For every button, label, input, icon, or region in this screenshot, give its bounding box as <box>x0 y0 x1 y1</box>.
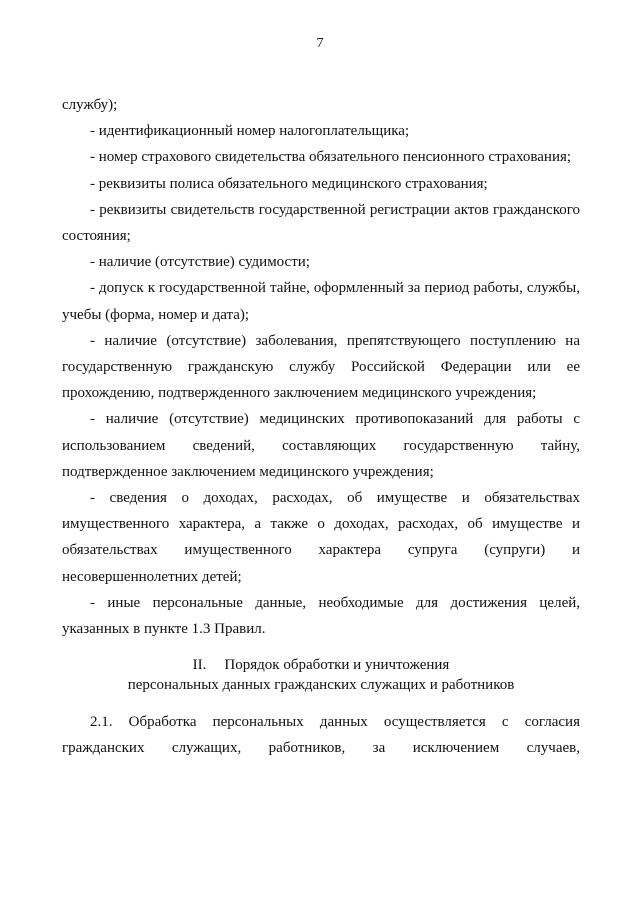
list-item-other-data: - иные персональные данные, необходимые для достижения целей, указанных в пункте 1.3 Правил. <box>62 594 580 638</box>
list-item-disease: - наличие (отсутствие) заболевания, препятствующего поступлению на государственную гражданскую службу Российской Федерации или ее прохождению, подтвержденного заключением медицинского учреждения; <box>62 332 580 402</box>
section-heading-line1 <box>62 655 580 675</box>
section-number: II. <box>192 657 207 674</box>
list-item-state-secret-access: - допуск к государственной тайне, оформленный за период работы, службы, учебы (форма, номер и дата); <box>62 280 580 323</box>
section-heading <box>62 655 580 695</box>
document-body <box>62 92 580 762</box>
list-item-medical-insurance: - реквизиты полиса обязательного медицинского страхования; <box>90 175 488 192</box>
list-item-income-info: - сведения о доходах, расходах, об имуществе и обязательствах имущественного характера, а также о доходах, расходах, об имуществе и обязательствах имущественного характера супруга (супруги) и несовершеннолетних детей; <box>62 490 580 585</box>
list-item-taxpayer-id: - идентификационный номер налогоплательщика; <box>90 123 410 140</box>
section-title-line2: персональных данных гражданских служащих и работников <box>127 677 515 694</box>
list-item-pension-insurance: - номер страхового свидетельства обязательного пенсионного страхования; <box>90 149 572 166</box>
list-item-civil-status-acts: - реквизиты свидетельств государственной регистрации актов гражданского состояния; <box>62 201 580 245</box>
list-item-contraindications: - наличие (отсутствие) медицинских противопоказаний для работы с использованием сведений, составляющих государственную тайну, подтвержденное заключением медицинского учреждения; <box>62 411 580 480</box>
section-title-line1: Порядок обработки и уничтожения <box>224 657 450 674</box>
list-item-criminal-record: - наличие (отсутствие) судимости; <box>90 254 310 271</box>
page-number: 7 <box>316 36 324 51</box>
paragraph-continuation: службу); <box>62 97 118 113</box>
paragraph-2-1: 2.1. Обработка персональных данных осуществляется с согласия гражданских служащих, работников, за исключением случаев, <box>62 714 580 757</box>
